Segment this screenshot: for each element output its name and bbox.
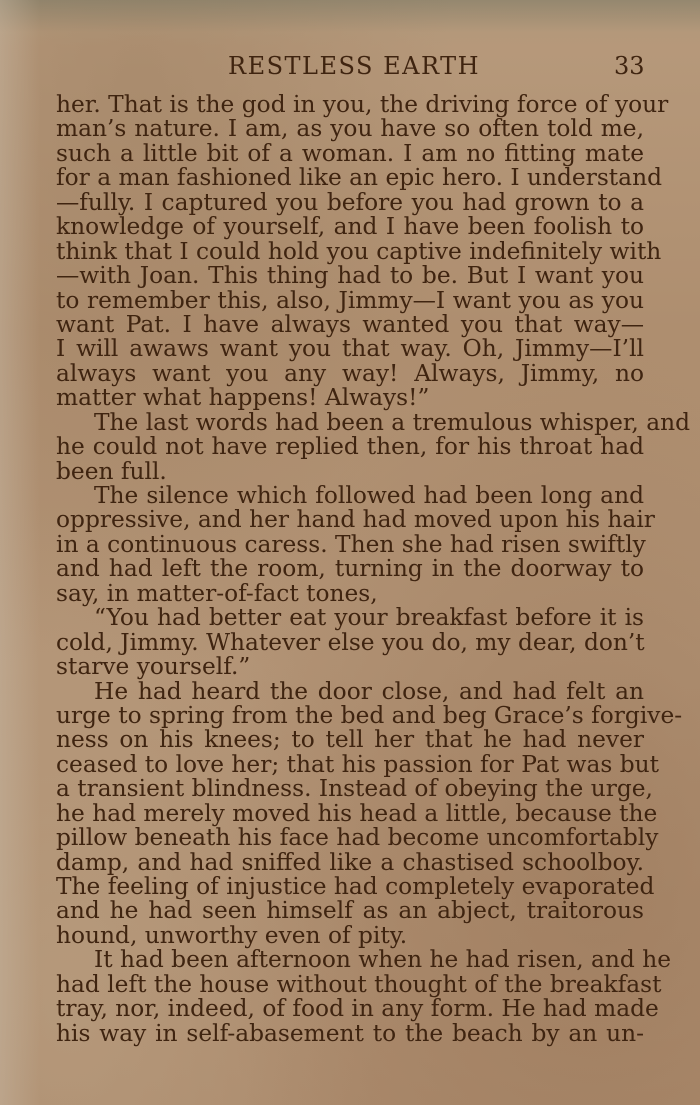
text-line: urge to spring from the bed and beg Grace’s forgive- xyxy=(56,701,683,729)
text-line: pillow beneath his face had become uncomfortably xyxy=(56,824,659,852)
paragraph-first-line: The silence which followed had been long and xyxy=(94,482,644,509)
paragraph-last-line: been full. xyxy=(56,457,167,485)
text-line: I will awaws want you that way. Oh, Jimmy—I’ll xyxy=(56,335,644,363)
page-number: 33 xyxy=(614,52,645,80)
page-header xyxy=(0,52,700,86)
text-line: ceased to love her; that his passion for Pat was but xyxy=(56,750,659,778)
text-line: knowledge of yourself, and I have been foolish to xyxy=(56,213,644,241)
text-line: had left the house without thought of the breakfast xyxy=(56,970,662,998)
text-line: and he had seen himself as an abject, traitorous xyxy=(56,897,644,925)
text-line: such a little bit of a woman. I am no fitting mate xyxy=(56,139,644,167)
paragraph-first-line: He had heard the door close, and had felt an xyxy=(94,677,644,705)
page-top-edge xyxy=(0,0,700,46)
text-line: a transient blindness. Instead of obeying the urge, xyxy=(56,775,653,803)
text-line: always want you any way! Always, Jimmy, no xyxy=(56,359,644,387)
text-line: tray, nor, indeed, of food in any form. He had made xyxy=(56,995,659,1023)
text-line: her. That is the god in you, the driving force of your xyxy=(56,91,669,118)
running-head: RESTLESS EARTH xyxy=(228,52,481,80)
text-line: and had left the room, turning in the doorway to xyxy=(56,555,644,583)
paragraph-last-line: starve yourself.” xyxy=(56,653,251,681)
paragraph-first-line: It had been afternoon when he had risen, and he xyxy=(94,946,672,974)
text-line: man’s nature. I am, as you have so often told me, xyxy=(56,115,644,143)
paragraph-last-line: hound, unworthy even of pity. xyxy=(56,921,408,949)
text-line: cold, Jimmy. Whatever else you do, my dear, don’t xyxy=(56,628,645,656)
text-line: for a man fashioned like an epic hero. I understand xyxy=(56,164,662,192)
paragraph-first-line: “You had better eat your breakfast before it is xyxy=(94,604,644,632)
text-line: oppressive, and her hand had moved upon his hair xyxy=(56,506,655,534)
text-line: he had merely moved his head a little, because the xyxy=(56,799,658,827)
paragraph-last-line: say, in matter-of-fact tones, xyxy=(56,579,378,607)
text-line: think that I could hold you captive indefinitely with xyxy=(56,237,662,265)
paragraph-last-line: matter what happens! Always!” xyxy=(56,384,430,412)
text-line: he could not have replied then, for his throat had xyxy=(56,433,644,461)
text-line: —fully. I captured you before you had grown to a xyxy=(56,188,644,216)
paragraph-first-line: The last words had been a tremulous whisper, and xyxy=(94,408,691,436)
body-text xyxy=(56,91,691,1047)
text-line: The feeling of injustice had completely evaporated xyxy=(56,873,655,900)
text-line: his way in self-abasement to the beach by an un- xyxy=(56,1019,644,1047)
text-line: to remember this, also, Jimmy—I want you as you xyxy=(56,286,644,314)
text-line: ness on his knees; to tell her that he had never xyxy=(56,726,644,754)
text-line: damp, and had sniffed like a chastised schoolboy. xyxy=(56,848,644,876)
text-line: —with Joan. This thing had to be. But I want you xyxy=(56,262,644,290)
page-left-edge xyxy=(0,0,40,1105)
text-line: in a continuous caress. Then she had risen swiftly xyxy=(56,530,646,558)
text-line: want Pat. I have always wanted you that way— xyxy=(56,310,644,338)
